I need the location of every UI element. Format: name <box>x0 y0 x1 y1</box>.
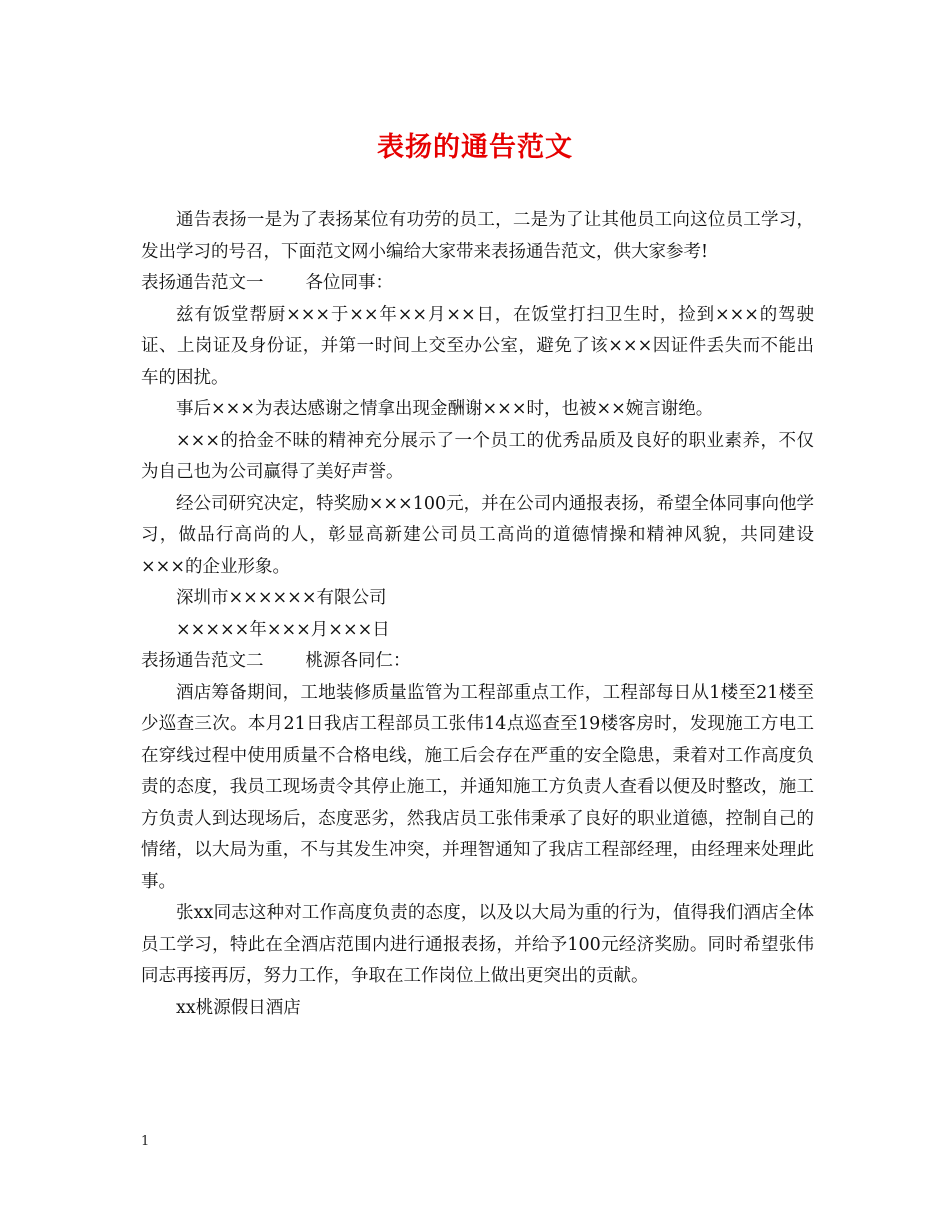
section1-paragraph: 事后×××为表达感谢之情拿出现金酬谢×××时，也被××婉言谢绝。 <box>176 399 714 419</box>
section2-paragraph: 张xx同志这种对工作高度负责的态度，以及以大局为重的行为，值得我们酒店全体员工学习，特此在全酒店范围内进行通报表扬，并给予100元经济奖励。同时希望张伟同志再接再厉，努力工作，争取在工作岗位上做出更突出的贡献。 <box>141 903 814 986</box>
section1-heading-line <box>141 268 814 300</box>
section1-salutation: 各位同事： <box>305 273 393 293</box>
page-title: 表扬的通告范文 <box>377 132 573 163</box>
section1-heading: 表扬通告范文一 <box>141 273 264 293</box>
section2-signature: xx桃源假日酒店 <box>176 997 301 1018</box>
section1-paragraph: 兹有饭堂帮厨×××于××年××月××日，在饭堂打扫卫生时，捡到×××的驾驶证、上岗证及身份证，并第一时间上交至办公室，避免了该×××因证件丢失而不能出车的困扰。 <box>141 304 814 388</box>
section1-paragraph: 经公司研究决定，特奖励×××100元，并在公司内通报表扬，希望全体同事向他学习，做品行高尚的人，彰显高新建公司员工高尚的道德情操和精神风貌，共同建设×××的企业形象。 <box>141 493 814 577</box>
page-number: 1 <box>141 1134 150 1149</box>
section2-paragraph: 酒店筹备期间，工地装修质量监管为工程部重点工作，工程部每日从1楼至21楼至少巡查三次。本月21日我店工程部员工张伟14点巡查至19楼客房时，发现施工方电工在穿线过程中使用质量不合格电线，施工后会存在严重的安全隐患，秉着对工作高度负责的态度，我员工现场责令其停止施工，并通知施工方负责人查看以便及时整改，施工方负责人到达现场后，态度恶劣，然我店员工张伟秉承了良好的职业道德，控制自己的情绪，以大局为重，不与其发生冲突，并理智通知了我店工程部经理，由经理来处理此事。 <box>141 682 814 892</box>
intro-paragraph: 通告表扬一是为了表扬某位有功劳的员工，二是为了让其他员工向这位员工学习，发出学习的号召，下面范文网小编给大家带来表扬通告范文，供大家参考! <box>141 210 814 262</box>
section2-heading-line <box>141 646 814 678</box>
section2-heading: 表扬通告范文二 <box>141 651 264 671</box>
section1-date: ×××××年×××月×××日 <box>176 619 390 640</box>
section2-salutation: 桃源各同仁： <box>305 651 411 671</box>
section1-signature: 深圳市××××××有限公司 <box>176 588 387 608</box>
section1-paragraph: ×××的拾金不昧的精神充分展示了一个员工的优秀品质及良好的职业素养，不仅为自己也为公司赢得了美好声誉。 <box>141 430 814 482</box>
document-body <box>141 205 814 1024</box>
